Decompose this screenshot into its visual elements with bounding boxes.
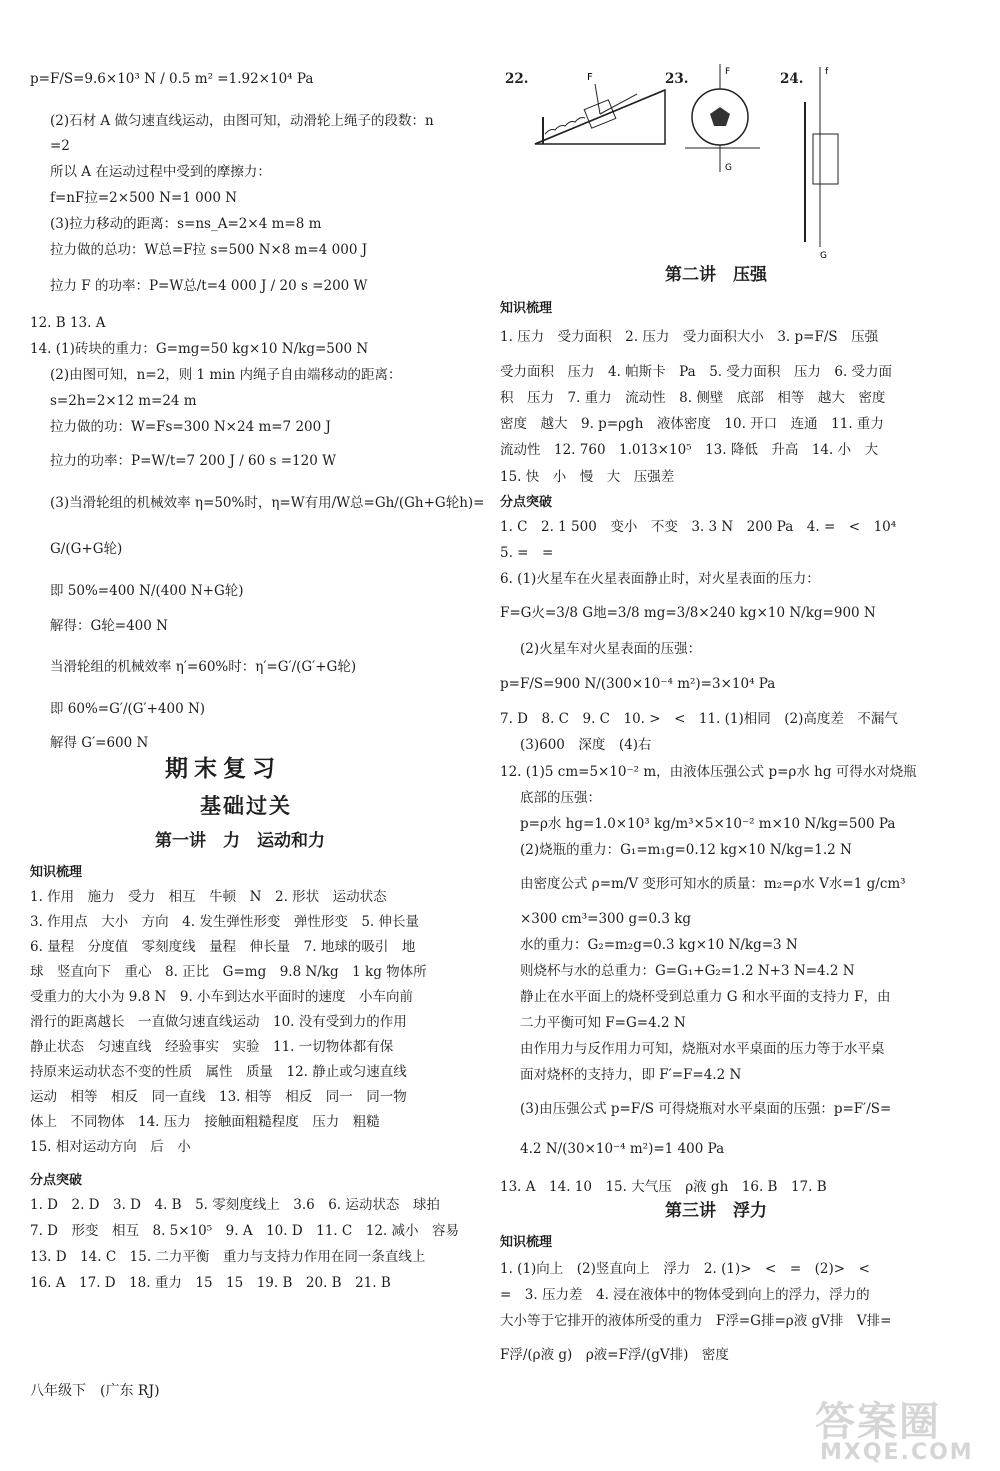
text-line: (2)烧瓶的重力：G₁=m₁g=0.12 kg×10 N/kg=1.2 N — [520, 842, 852, 858]
text-line: (3)当滑轮组的机械效率 η=50%时，η=W有用/W总=Gh/(Gh+G轮h)= — [50, 495, 485, 511]
text-line: 静止在水平面上的烧杯受到总重力 G 和水平面的支持力 F，由 — [520, 989, 891, 1005]
lecture-title: 第一讲 力 运动和力 — [155, 831, 325, 851]
text-line: 5. = = — [500, 545, 554, 561]
text-line: F=G火=3/8 G地=3/8 mg=3/8×240 kg×10 N/kg=900 N — [500, 605, 876, 621]
review-heading: 期末复习 — [165, 755, 281, 782]
text-line: 体上 不同物体 14. 压力 接触面粗糙程度 压力 粗糙 — [30, 1114, 380, 1130]
subsection-label: 分点突破 — [30, 1173, 83, 1188]
text-line: 12. (1)5 cm=5×10⁻² m，由液体压强公式 p=ρ水 hg 可得水对烧瓶 — [500, 764, 917, 780]
text-line: 16. A 17. D 18. 重力 15 15 19. B 20. B 21. B — [30, 1275, 391, 1291]
text-line: 当滑轮组的机械效率 η′=60%时：η′=G′/(G′+G轮) — [50, 659, 357, 675]
subsection-label: 分点突破 — [500, 495, 553, 510]
svg-text:G: G — [725, 163, 732, 173]
text-line: =2 — [50, 138, 70, 154]
text-line: 即 60%=G′/(G′+400 N) — [50, 701, 206, 717]
text-line: 则烧杯与水的总重力：G=G₁+G₂=1.2 N+3 N=4.2 N — [520, 963, 855, 979]
text-line: 3. 作用点 大小 方向 4. 发生弹性形变 弹性形变 5. 伸长量 — [30, 914, 420, 930]
text-line: 15. 快 小 慢 大 压强差 — [500, 469, 675, 485]
text-line: 拉力 F 的功率：P=W总/t=4 000 J / 20 s =200 W — [50, 278, 368, 294]
figure-number: 22. — [505, 71, 529, 87]
text-line: 二力平衡可知 F=G=4.2 N — [520, 1015, 686, 1031]
text-line: 大小等于它排开的液体所受的重力 F浮=G排=ρ液 gV排 V排= — [500, 1313, 892, 1329]
figure-number: 24. — [780, 71, 804, 87]
text-line: p=ρ水 hg=1.0×10³ kg/m³×5×10⁻² m×10 N/kg=500 Pa — [520, 816, 896, 832]
text-line: 所以 A 在运动过程中受到的摩擦力： — [50, 164, 271, 180]
text-line: 由作用力与反作用力可知，烧瓶对水平桌面的压力等于水平桌 — [520, 1041, 885, 1057]
text-line: (3)由压强公式 p=F/S 可得烧瓶对水平桌面的压强：p=F′/S= — [520, 1101, 892, 1117]
text-line: 由密度公式 ρ=m/V 变形可知水的质量：m₂=ρ水 V水=1 g/cm³ — [520, 876, 906, 892]
text-line: 面对烧杯的支持力，即 F′=F=4.2 N — [520, 1067, 742, 1083]
svg-text:F: F — [725, 67, 731, 77]
text-line: 水的重力：G₂=m₂g=0.3 kg×10 N/kg=3 N — [520, 937, 798, 953]
text-line: G/(G+G轮) — [50, 541, 123, 557]
text-line: 滑行的距离越长 一直做匀速直线运动 10. 没有受到力的作用 — [30, 1014, 407, 1030]
text-line: p=F/S=9.6×10³ N / 0.5 m² =1.92×10⁴ Pa — [30, 71, 314, 87]
text-line: 积 压力 7. 重力 流动性 8. 侧壁 底部 相等 越大 密度 — [500, 390, 886, 406]
wall-block-figure — [795, 62, 865, 262]
text-line: 拉力的功率：P=W/t=7 200 J / 60 s =120 W — [50, 453, 336, 469]
section-heading: 基础过关 — [200, 793, 292, 818]
text-line: (2)由图可知，n=2，则 1 min 内绳子自由端移动的距离： — [50, 367, 402, 383]
text-line: (3)600 深度 (4)右 — [520, 737, 652, 753]
text-line: (2)火星车对火星表面的压强： — [520, 641, 702, 657]
text-line: 1. D 2. D 3. D 4. B 5. 零刻度线上 3.6 6. 运动状态 球拍 — [30, 1197, 440, 1213]
text-line: 解得：G轮=400 N — [50, 618, 168, 634]
text-line: (3)拉力移动的距离：s=ns_A=2×4 m=8 m — [50, 216, 322, 232]
text-line: 即 50%=400 N/(400 N+G轮) — [50, 583, 244, 599]
text-line: 受重力的大小为 9.8 N 9. 小车到达水平面时的速度 小车向前 — [30, 989, 414, 1005]
subsection-label: 知识梳理 — [30, 865, 83, 880]
lecture-title: 第三讲 浮力 — [665, 1201, 767, 1221]
text-line: 13. D 14. C 15. 二力平衡 重力与支持力作用在同一条直线上 — [30, 1249, 426, 1265]
text-line: 静止状态 匀速直线 经验事实 实验 11. 一切物体都有保 — [30, 1039, 394, 1055]
text-line: 密度 越大 9. p=ρgh 液体密度 10. 开口 连通 11. 重力 — [500, 416, 884, 432]
page-footer: 八年级下 (广东 RJ) — [30, 1383, 160, 1399]
text-line: 流动性 12. 760 1.013×10⁵ 13. 降低 升高 14. 小 大 — [500, 442, 879, 458]
figure-number: 23. — [665, 71, 689, 87]
text-line: = 3. 压力差 4. 浸在液体中的物体受到向上的浮力，浮力的 — [500, 1287, 870, 1303]
svg-text:f: f — [825, 67, 829, 77]
text-line: 解得 G′=600 N — [50, 735, 149, 751]
text-line: 底部的压强： — [520, 790, 601, 806]
text-line: 14. (1)砖块的重力：G=mg=50 kg×10 N/kg=500 N — [30, 341, 369, 357]
text-line: 1. C 2. 1 500 变小 不变 3. 3 N 200 Pa 4. = < 10⁴ — [500, 519, 897, 535]
svg-text:G: G — [820, 251, 827, 261]
text-line: 6. (1)火星车在火星表面静止时，对火星表面的压力： — [500, 571, 820, 587]
text-line: 4.2 N/(30×10⁻⁴ m²)=1 400 Pa — [520, 1141, 725, 1157]
text-line: F浮/(ρ液 g) ρ液=F浮/(gV排) 密度 — [500, 1347, 729, 1363]
svg-text:F: F — [587, 72, 593, 83]
lecture-title: 第二讲 压强 — [665, 265, 767, 285]
text-line: 15. 相对运动方向 后 小 — [30, 1139, 191, 1155]
text-line: 13. A 14. 10 15. 大气压 ρ液 gh 16. B 17. B — [500, 1179, 827, 1195]
text-line: 12. B 13. A — [30, 315, 106, 331]
watermark-text: 答案圈 — [815, 1399, 941, 1445]
text-line: 6. 量程 分度值 零刻度线 量程 伸长量 7. 地球的吸引 地 — [30, 939, 416, 955]
text-line: 1. 压力 受力面积 2. 压力 受力面积大小 3. p=F/S 压强 — [500, 329, 879, 345]
text-line: 7. D 8. C 9. C 10. > < 11. (1)相同 (2)高度差 不漏气 — [500, 711, 898, 727]
text-line: 拉力做的总功：W总=F拉 s=500 N×8 m=4 000 J — [50, 242, 368, 258]
text-line: (2)石材 A 做匀速直线运动，由图可知，动滑轮上绳子的段数：n — [50, 113, 434, 129]
incline-figure — [525, 62, 675, 162]
text-line: 1. (1)向上 (2)竖直向上 浮力 2. (1)> < = (2)> < — [500, 1261, 870, 1277]
text-line: 持原来运动状态不变的性质 属性 质量 12. 静止或匀速直线 — [30, 1064, 407, 1080]
text-line: 7. D 形变 相互 8. 5×10⁵ 9. A 10. D 11. C 12. 减小 容易 — [30, 1223, 460, 1239]
text-line: 运动 相等 相反 同一直线 13. 相等 相反 同一 同一物 — [30, 1089, 407, 1105]
text-line: 拉力做的功：W=Fs=300 N×24 m=7 200 J — [50, 419, 331, 435]
subsection-label: 知识梳理 — [500, 301, 553, 316]
text-line: f=nF拉=2×500 N=1 000 N — [50, 190, 238, 206]
text-line: s=2h=2×12 m=24 m — [50, 393, 197, 409]
text-line: 受力面积 压力 4. 帕斯卡 Pa 5. 受力面积 压力 6. 受力面 — [500, 364, 893, 380]
ball-figure — [685, 62, 765, 182]
text-line: 1. 作用 施力 受力 相互 牛顿 N 2. 形状 运动状态 — [30, 889, 387, 905]
text-line: 球 竖直向下 重心 8. 正比 G=mg 9.8 N/kg 1 kg 物体所 — [30, 964, 427, 980]
subsection-label: 知识梳理 — [500, 1235, 553, 1250]
text-line: ×300 cm³=300 g=0.3 kg — [520, 911, 692, 927]
text-line: p=F/S=900 N/(300×10⁻⁴ m²)=3×10⁴ Pa — [500, 676, 776, 692]
watermark-url: MXQE.COM — [820, 1440, 974, 1465]
watermark — [780, 1390, 990, 1470]
